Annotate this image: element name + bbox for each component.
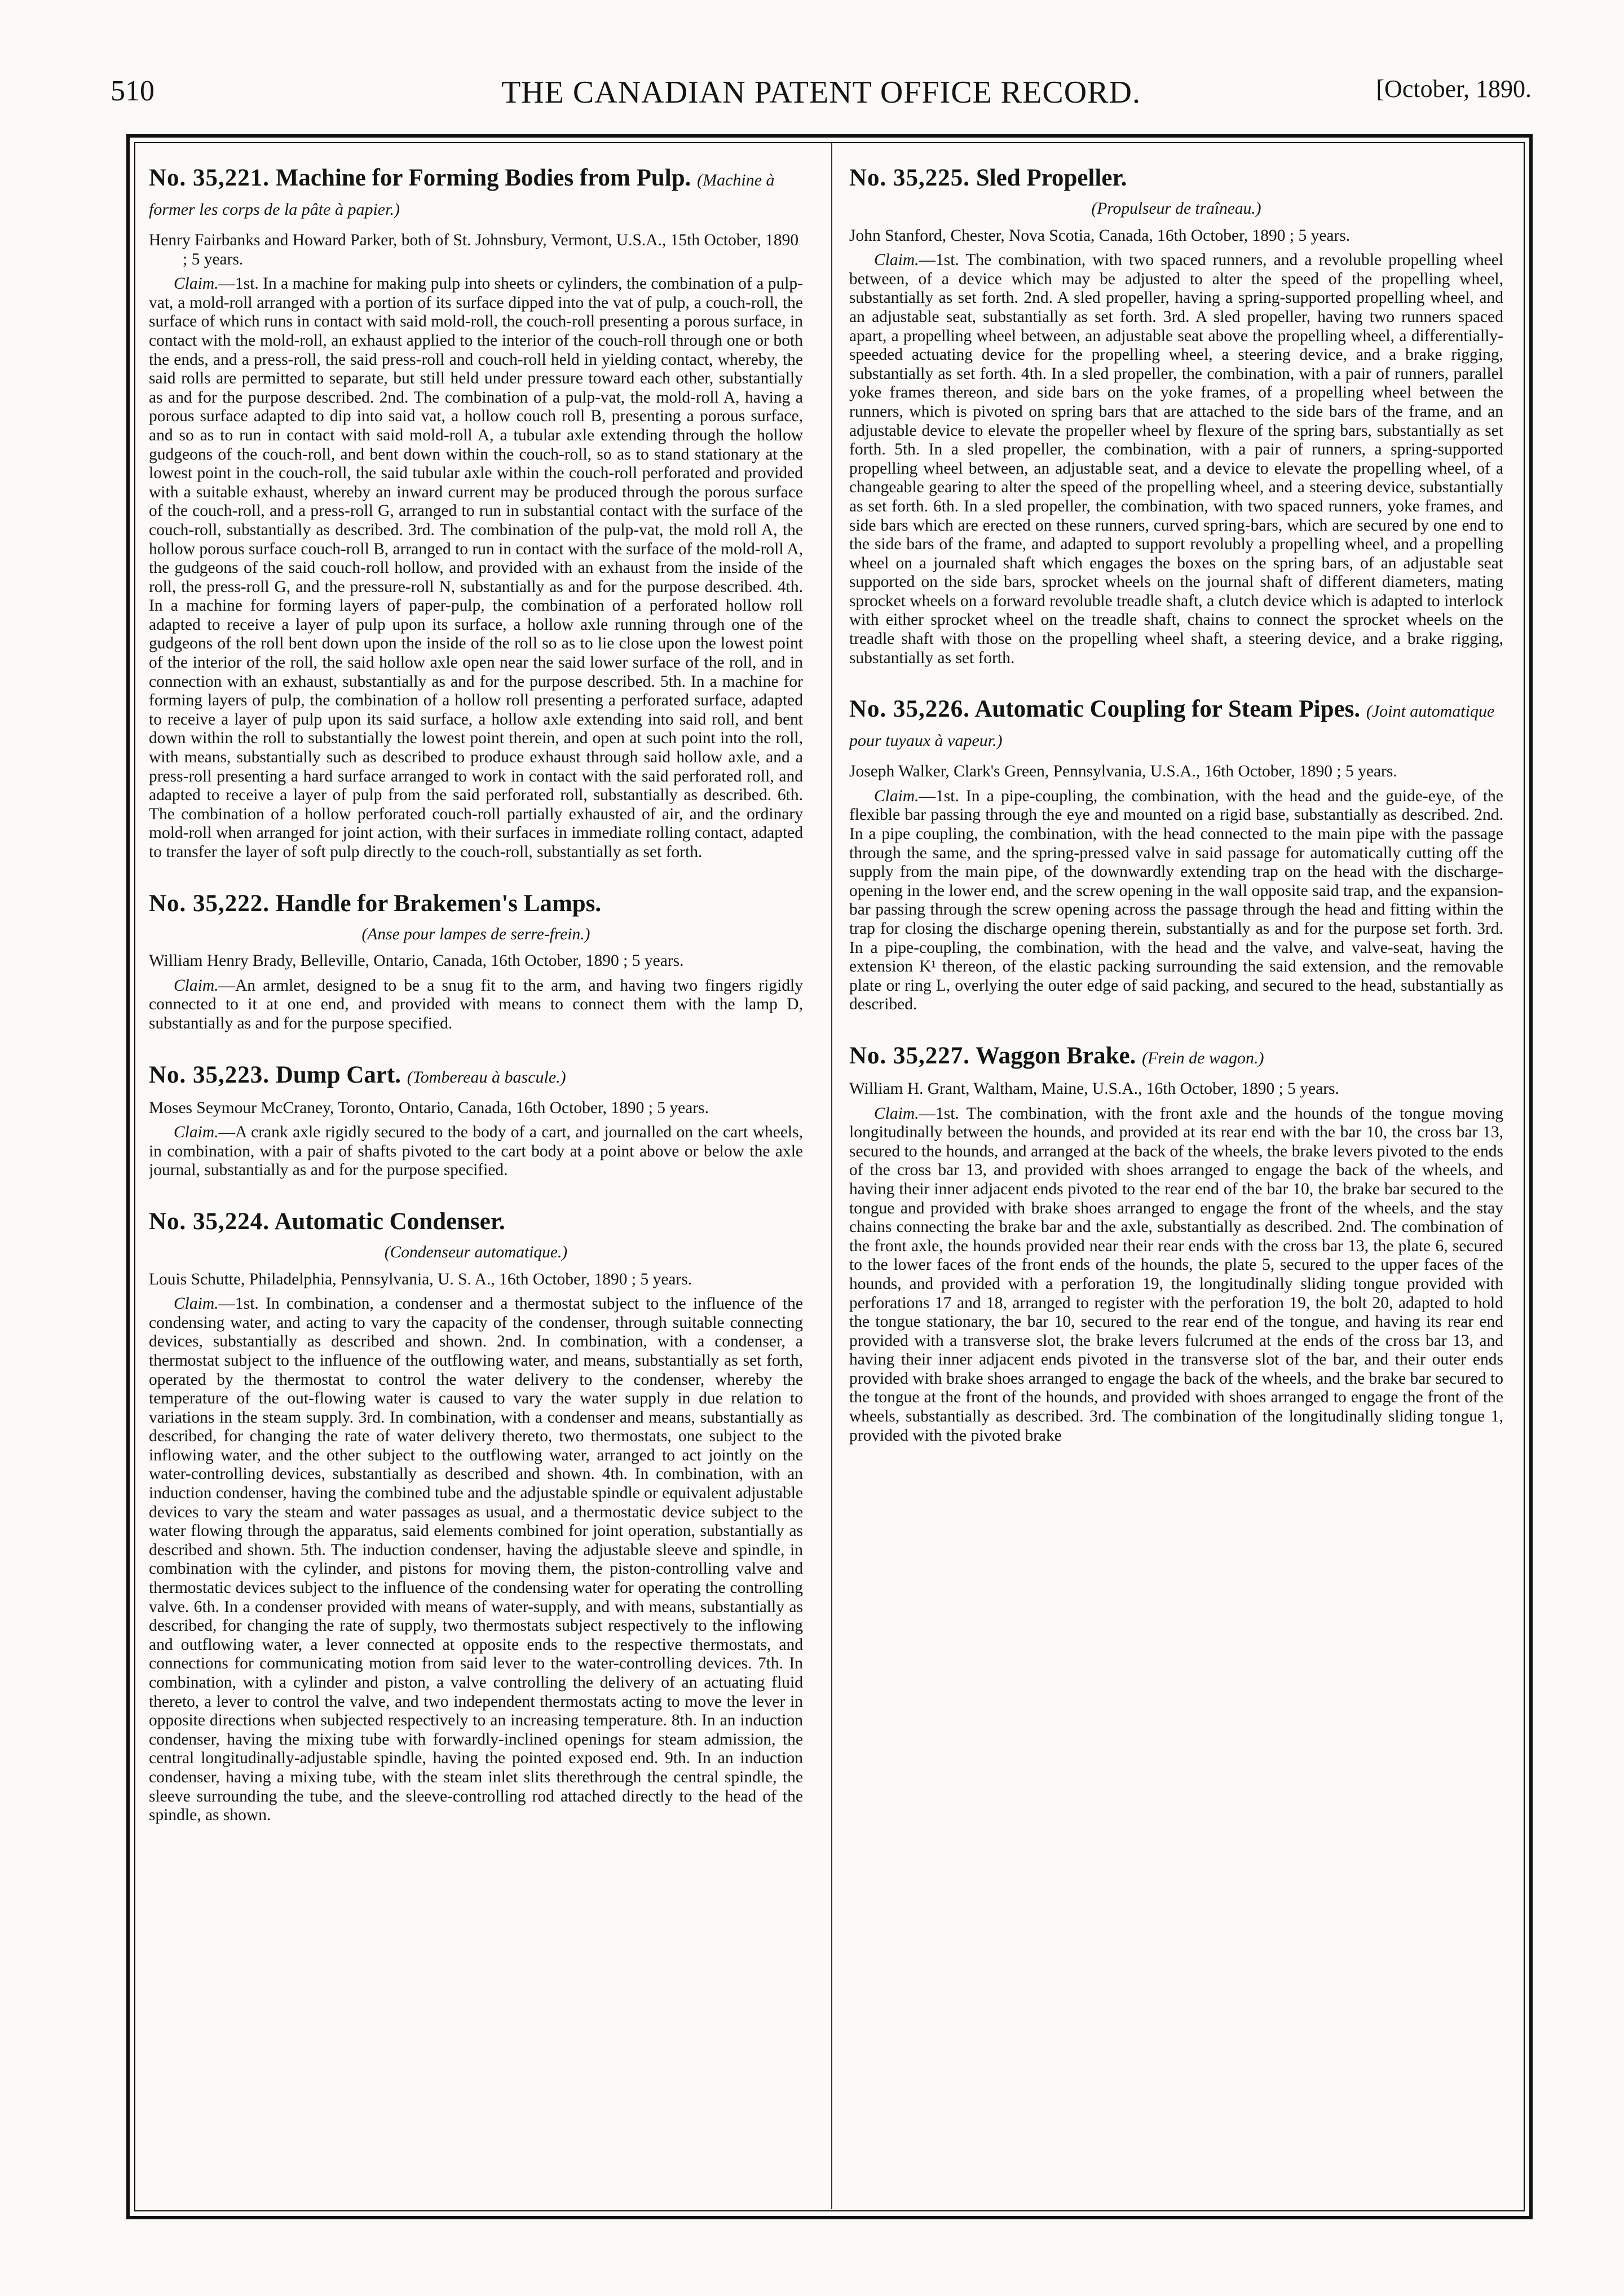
entry-title — [849, 696, 1503, 754]
patent-applicant: Joseph Walker, Clark's Green, Pennsylvania, U.S.A., 16th October, 1890 ; 5 years. — [849, 762, 1397, 781]
claim-text: —1st. The combination, with two spaced runners, and a revoluble propelling wheel between, of a device which may be adjusted to alter the speed of the propelling wheel, substantially as set forth. 2nd. A sled propeller, having a spring-supported propelling wheel, and an adjustable seat, substantially as set forth. 3rd. A sled propeller, having two runners spaced apart, a propelling wheel between, an adjustable seat above the propelling wheel, a differentially-speeded actuating device for the propelling wheel, a steering device, and a brake rigging, substantially as set forth. 4th. In a sled propeller, the combination, with a pair of runners, parallel yoke frames thereon, and side bars on the yoke frames, of a propelling wheel between the runners, which is pivoted on spring bars that are attached to the side bars of the frame, and an adjustable device to elevate the propeller wheel by flexure of the spring bars, substantially as set forth. 5th. In a sled propeller, the combination, with a pair of runners, a spring-supported propelling wheel between, an adjustable seat, and a device to elevate the propelling wheel, of a changeable gearing to alter the speed of the propelling wheel, and a steering device, substantially as set forth. 6th. In a sled propeller, the combination, with two spaced runners, yoke frames, and side bars which are erected on these runners, curved spring-bars, which are secured by one end to the side bars of the frame, and adapted to support revolubly a propelling wheel, and a propelling wheel on a journaled shaft which engages the boxes on the spring bars, of an adjustable seat supported on the side bars, sprocket wheels on the journal shaft of different diameters, mating sprocket wheels on a forward revoluble treadle shaft, a clutch device which is adapted to interlock with either sprocket wheel on the treadle shaft, chains to connect the sprocket wheels on the treadle shaft with those on the propelling wheel shaft, a steering device, and a brake rigging, substantially as set forth. — [849, 251, 1503, 667]
patent-applicant: William H. Grant, Waltham, Maine, U.S.A., 16th October, 1890 ; 5 years. — [849, 1079, 1339, 1098]
entry-title — [149, 165, 803, 223]
patent-number: No. 35,224. — [149, 1208, 270, 1235]
patent-claim — [849, 1105, 1503, 1446]
patent-applicant: William Henry Brady, Belleville, Ontario, Canada, 16th October, 1890 ; 5 years. — [149, 952, 684, 970]
column-divider — [831, 143, 832, 2209]
patent-title: Handle for Brakemen's Lamps. — [275, 890, 602, 917]
patent-french-title: (Condenseur automatique.) — [384, 1243, 568, 1261]
claim-text: —An armlet, designed to be a snug fit to the arm, and having two fingers rigidly connected to it at one end, and provided with means to connect them with the lamp D, substantially as and for the purpose specified. — [149, 976, 803, 1032]
patent-entry-35227 — [849, 1043, 1503, 1445]
claim-label: Claim. — [174, 976, 219, 995]
entry-title — [149, 890, 803, 917]
patent-applicant: John Stanford, Chester, Nova Scotia, Canada, 16th October, 1890 ; 5 years. — [849, 226, 1351, 245]
patent-entry-35225 — [849, 165, 1503, 668]
patent-claim — [149, 1123, 803, 1180]
claim-label: Claim. — [174, 1123, 219, 1142]
patent-entry-35221 — [149, 165, 803, 862]
page-header — [111, 74, 1532, 114]
patent-title: Automatic Condenser. — [274, 1208, 505, 1235]
claim-label: Claim. — [874, 251, 919, 270]
claim-text: —1st. In combination, a condenser and a thermostat subject to the influence of the condensing water, and acting to vary the capacity of the condenser, through suitable connecting devices, substantially as described and shown. 2nd. In combination, with a condenser, a thermostat subject to the influence of the outflowing water, and means, substantially as set forth, operated by the thermostat to control the water delivery to the condenser, whereby the temperature of the out-flowing water is caused to vary the water supply in due relation to variations in the steam supply. 3rd. In combination, with a condenser and means, substantially as described, for changing the rate of water delivery thereto, two thermostats, one subject to the inflowing water, and the other subject to the outflowing water, arranged to act jointly on the water-controlling devices, substantially as described and shown. 4th. In combination, with an induction condenser, having the combined tube and the adjustable spindle or equivalent adjustable devices to vary the steam and water passages as usual, and a thermostatic device subject to the water flowing through the apparatus, said elements combined for joint operation, substantially as described and shown. 5th. The induction condenser, having the adjustable sleeve and spindle, in combination with the cylinder, and pistons for moving them, the piston-controlling valve and thermostatic devices subject to the influence of the condensing water for operating the controlling valve. 6th. In a condenser provided with means of water-supply, and with means, substantially as described, for changing the rate of supply, two thermostats subject respectively to the inflowing and outflowing water, a lever connected at opposite ends to the respective thermostats, and connections for communicating motion from said lever to the water-controlling devices. 7th. In combination, with a cylinder and piston, a valve controlling the delivery of an actuating fluid thereto, a lever to control the valve, and two independent thermostats acting to move the lever in opposite directions when subjected respectively to an increasing temperature. 8th. In an induction condenser, having the mixing tube with forwardly-inclined openings for steam admission, the central longitudinally-adjustable spindle, having the pointed exposed end. 9th. In an induction condenser, having a mixing tube, with the steam inlet slits therethrough the central spindle, the sleeve surrounding the tube, and the sleeve-controlling rod attached directly to the head of the spindle, as shown. — [149, 1295, 803, 1825]
patent-french-title: (Machine à former les corps de la pâte à papier.) — [149, 171, 775, 219]
patent-claim — [149, 977, 803, 1034]
patent-entry-35222 — [149, 890, 803, 1034]
claim-text: —A crank axle rigidly secured to the body of a cart, and journalled on the cart wheels, in combination, with a pair of shafts pivoted to the cart body at a point above or below the axle journal, substantially as and for the purpose specified. — [149, 1123, 803, 1180]
patent-claim — [849, 787, 1503, 1014]
patent-french-title: (Frein de wagon.) — [1142, 1048, 1264, 1067]
patent-entry-35226 — [849, 696, 1503, 1014]
patent-title: Sled Propeller. — [976, 165, 1127, 191]
page-number: 510 — [111, 75, 155, 107]
patent-claim — [149, 275, 803, 862]
entry-title — [849, 1043, 1503, 1072]
publication-title: THE CANADIAN PATENT OFFICE RECORD. — [501, 75, 1141, 110]
patent-number: No. 35,221. — [149, 165, 270, 191]
claim-text: —1st. The combination, with the front axle and the hounds of the tongue moving longitudinally between the hounds, and provided at its rear end with the bar 10, the cross bar 13, secured to the hounds, and arranged at the back of the wheels, the brake levers pivoted to the ends of the cross bar 13, and provided with shoes arranged to engage the back of the wheels, and having their inner adjacent ends pivoted to the rear end of the bar 10, the brake bar secured to the tongue and provided with brake shoes arranged to engage the front of the wheels, and the stay chains connecting the brake bar and the axle, substantially as described. 2nd. The combination of the front axle, the hounds provided near their rear ends with the cross bar 13, the plate 6, secured to the lower faces of the front ends of the hounds, the plate 5, secured to the upper faces of the hounds, and provided with a perforation 19, the longitudinally sliding tongue provided with perforations 17 and 18, arranged to register with the perforation 19, the bolt 20, adapted to hold the tongue stationary, the bar 10, secured to the rear end of the tongue, and having its rear end provided with a transverse slot, the brake levers fulcrumed at the ends of the cross bar 13, and having their inner adjacent ends pivoted in the transverse slot of the bar, and their outer ends provided with brake shoes arranged to engage the back of the wheels, and the brake bar secured to the tongue at the front of the hounds, and provided with shoes arranged to engage the front of the wheels, substantially as described. 3rd. The combination of the longitudinally sliding tongue 1, provided with the pivoted brake — [849, 1104, 1503, 1445]
claim-label: Claim. — [874, 787, 919, 805]
patent-entry-35224 — [149, 1208, 803, 1825]
patent-number: No. 35,223. — [149, 1061, 270, 1088]
left-column — [149, 165, 803, 2200]
patent-claim — [849, 251, 1503, 668]
claim-text: —1st. In a pipe-coupling, the combination, with the head and the guide-eye, of the flexible bar passing through the eye and mounted on a rigid base, substantially as described. 2nd. In a pipe coupling, the combination, with the head connected to the main pipe with the passage through the same, and the spring-pressed valve in said passage for automatically cutting off the supply from the main pipe, of the downwardly extending trap on the head with the discharge-opening in the lower end, and the screw opening in the wall opposite said trap, and the expansion-bar passing through the screw opening across the passage through the head and fitting within the trap for closing the discharge opening therein, substantially as and for the purpose set forth. 3rd. In a pipe-coupling, the combination, with the head and the valve, and valve-seat, having the extension K¹ thereon, of the elastic packing surrounding the said extension, and the removable plate or ring L, overlying the outer edge of said packing, and secured to the head, substantially as described. — [849, 787, 1503, 1014]
patent-french-title: (Tombereau à bascule.) — [407, 1067, 566, 1087]
entry-title — [849, 165, 1503, 192]
patent-number: No. 35,225. — [849, 165, 970, 191]
entry-title — [149, 1208, 803, 1235]
patent-french-title: (Propulseur de traîneau.) — [1091, 200, 1261, 218]
claim-text: —1st. In a machine for making pulp into sheets or cylinders, the combination of a pulp-vat, a mold-roll arranged with a portion of its surface dipped into the vat of pulp, a couch-roll, the surface of which runs in contact with said mold-roll, the couch-roll presenting a porous surface, in contact with the mold-roll, an exhaust applied to the interior of the couch-roll through one or both the ends, and a press-roll, the said press-roll and couch-roll held in yielding contact, whereby, the said rolls are permitted to separate, but still held under pressure toward each other, substantially as and for the purpose described. 2nd. The combination of a pulp-vat, the mold-roll A, having a porous surface adapted to dip into said vat, a hollow couch roll B, presenting a porous surface, and so as to run in contact with said mold-roll A, a tubular axle extending through the hollow gudgeons of the couch-roll, and bent down within the couch-roll, so as to stand stationary at the lowest point in the couch-roll, the said tubular axle within the couch-roll perforated and provided with a suitable exhaust, whereby an inward current may be produced through the porous surface of the couch-roll, and a press-roll G, arranged to run in substantial contact with the surface of the couch-roll, substantially as described. 3rd. The combination of the pulp-vat, the mold roll A, the hollow porous surface couch-roll B, arranged to run in contact with the surface of the mold-roll A, the gudgeons of the said couch-roll hollow, and provided with an exhaust from the inside of the roll, the press-roll G, and the pressure-roll N, substantially as and for the purpose described. 4th. In a machine for forming layers of paper-pulp, the combination of a perforated hollow roll adapted to receive a layer of pulp upon its surface, a hollow axle running through one of the gudgeons of the roll bent down upon the inside of the roll so as to lie close upon the lowest point of the interior of the roll, the said hollow axle open near the said lower surface of the roll, and in connection with an exhaust, substantially as and for the purpose described. 5th. In a machine for forming layers of pulp, the combination of a hollow roll presenting a perforated surface, adapted to receive a layer of pulp upon its said surface, a hollow axle extending into said roll, and bent down within the roll to substantially the lowest point therein, and open at such point into the roll, with means, substantially such as described to produce exhaust through said hollow axle, and a press-roll presenting a hard surface arranged to work in contact with the said perforated roll, and adapted to receive a layer of pulp from the said perforated roll, substantially as described. 6th. The combination of a hollow perforated couch-roll partially exhausted of air, and the ordinary mold-roll when arranged for joint action, with their surfaces in immediate rolling contact, adapted to transfer the layer of soft pulp directly to the couch-roll, substantially as set forth. — [149, 275, 803, 861]
entry-title — [149, 1062, 803, 1091]
patent-title: Waggon Brake. — [976, 1042, 1136, 1069]
patent-number: No. 35,226. — [849, 696, 970, 723]
patent-french-title: (Anse pour lampes de serre-frein.) — [361, 925, 590, 943]
patent-number: No. 35,227. — [849, 1042, 970, 1069]
patent-french-title: (Joint automatique pour tuyaux à vapeur.) — [849, 702, 1495, 750]
claim-label: Claim. — [174, 1295, 219, 1313]
patent-applicant: Henry Fairbanks and Howard Parker, both of St. Johnsbury, Vermont, U.S.A., 15th October, 1890 ; 5 years. — [149, 231, 799, 268]
patent-title: Machine for Forming Bodies from Pulp. — [275, 165, 691, 191]
patent-title: Automatic Coupling for Steam Pipes. — [974, 696, 1361, 723]
patent-number: No. 35,222. — [149, 890, 270, 917]
patent-claim — [149, 1295, 803, 1825]
claim-label: Claim. — [874, 1104, 919, 1123]
patent-entry-35223 — [149, 1062, 803, 1180]
issue-date: [October, 1890. — [1376, 75, 1532, 103]
claim-label: Claim. — [174, 275, 219, 293]
patent-title: Dump Cart. — [275, 1061, 401, 1088]
patent-applicant: Moses Seymour McCraney, Toronto, Ontario, Canada, 16th October, 1890 ; 5 years. — [149, 1098, 709, 1117]
patent-applicant: Louis Schutte, Philadelphia, Pennsylvania, U. S. A., 16th October, 1890 ; 5 years. — [149, 1270, 692, 1288]
right-column — [849, 165, 1503, 2200]
